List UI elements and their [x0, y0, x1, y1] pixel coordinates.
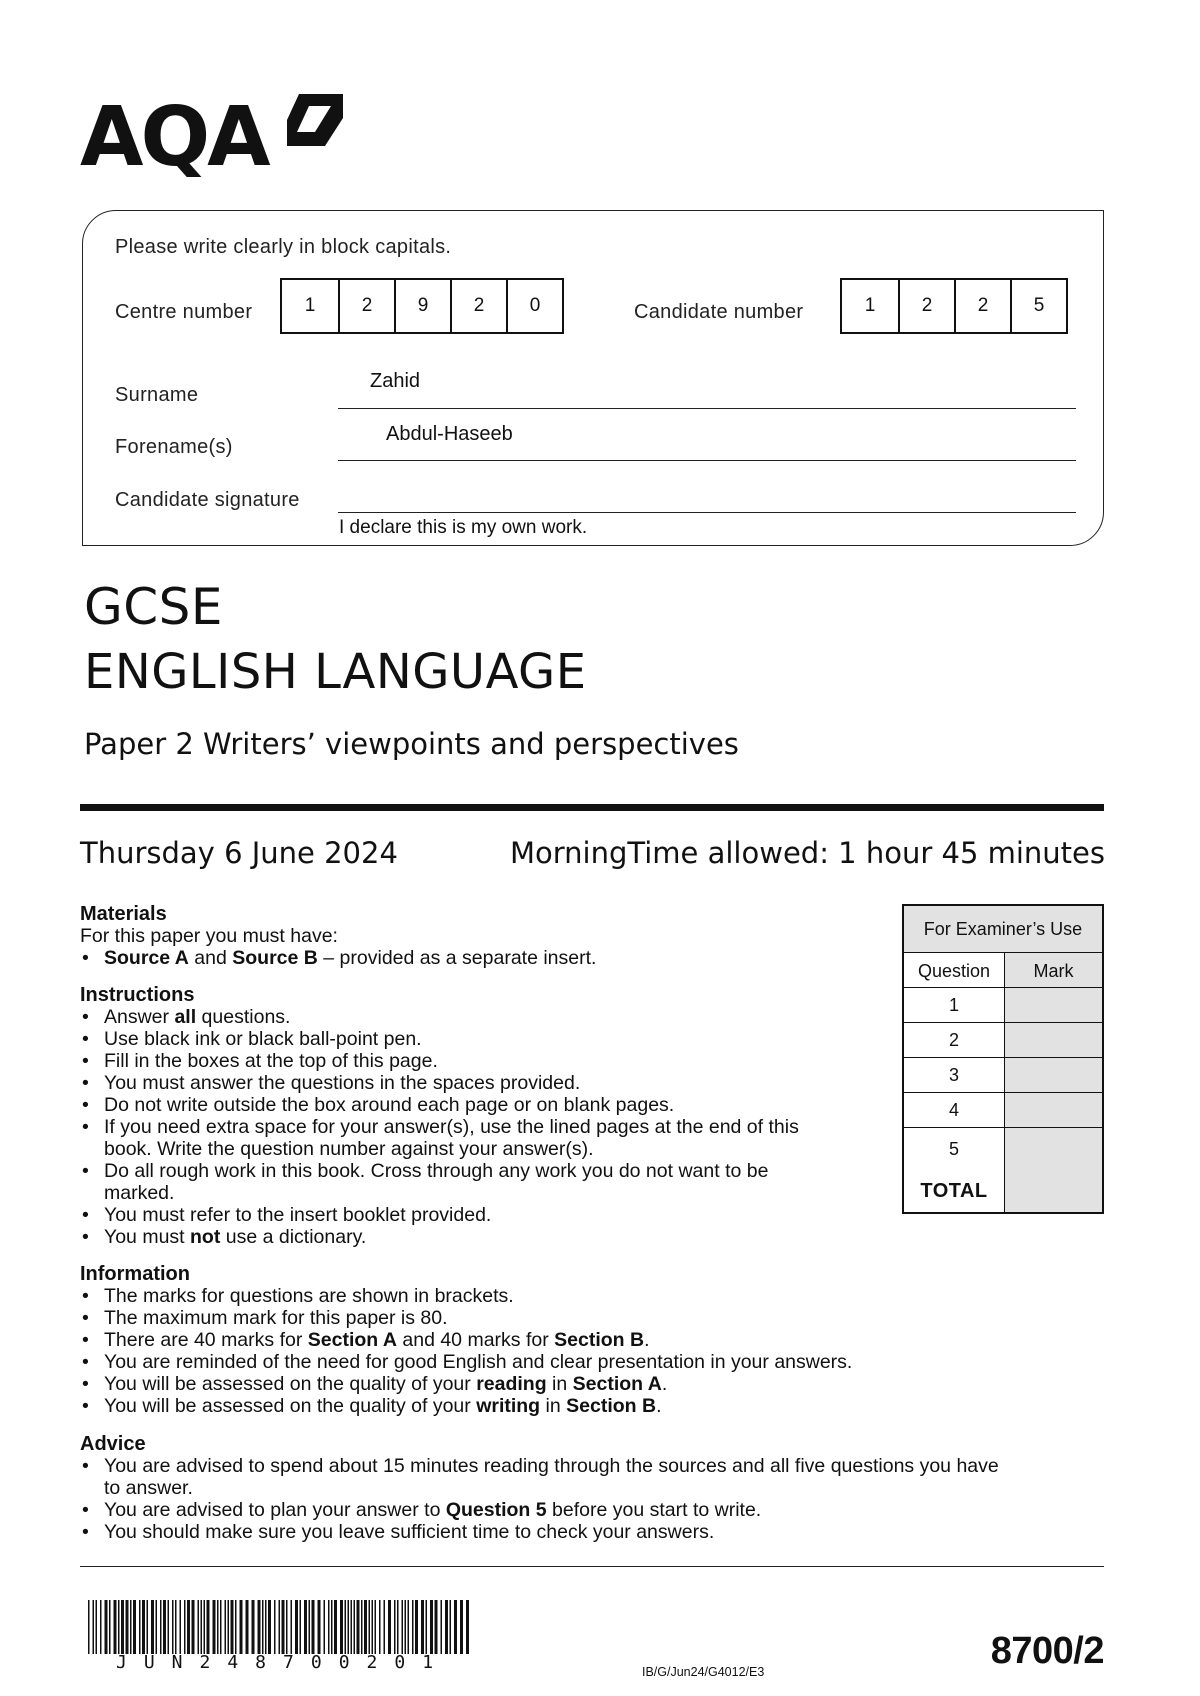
barcode-bar: [402, 1600, 404, 1654]
examiner-question-row: [904, 988, 1102, 1023]
barcode-bar: [130, 1600, 132, 1654]
aqa-logo-mark-icon: [285, 92, 345, 152]
barcode-bar: [384, 1600, 386, 1654]
barcode-bar: [231, 1600, 234, 1654]
digit-box[interactable]: 9: [394, 280, 450, 332]
mark-cell: [1005, 1093, 1102, 1127]
surname-value[interactable]: Zahid: [370, 370, 421, 392]
barcode-bar: [228, 1600, 230, 1654]
forename-label: Forename(s): [115, 436, 233, 458]
barcode-bar: [372, 1600, 374, 1654]
instructions-heading: Instructions: [80, 984, 195, 1006]
barcode-bar: [151, 1600, 154, 1654]
barcode-bar: [100, 1600, 102, 1654]
list-item: • There are 40 marks for Section A and 40 marks for Section B.: [80, 1329, 980, 1351]
barcode-bar: [184, 1600, 186, 1654]
total-mark-cell: [1005, 1170, 1102, 1212]
barcode-bar: [204, 1600, 206, 1654]
barcode-bar: [93, 1600, 95, 1654]
paper-code: 8700/2: [990, 1630, 1104, 1672]
advice-heading: Advice: [80, 1433, 146, 1455]
aqa-logo-text: AQA: [80, 90, 268, 185]
question-number-cell: 4: [904, 1093, 1005, 1127]
list-item: • If you need extra space for your answer(s), use the lined pages at the end of this book. Write the question number against your answer(s).: [80, 1116, 820, 1160]
barcode-bar: [262, 1600, 264, 1654]
barcode-bar: [357, 1600, 360, 1654]
barcode-bar: [415, 1600, 418, 1654]
barcode-bar: [279, 1600, 281, 1654]
exam-session: Morning: [510, 836, 628, 870]
question-number-cell: 1: [904, 988, 1005, 1022]
subject-title: ENGLISH LANGUAGE: [84, 644, 587, 700]
barcode-bar: [252, 1600, 255, 1654]
total-label: TOTAL: [904, 1170, 1005, 1212]
barcode-bar: [348, 1600, 350, 1654]
barcode-bar: [114, 1600, 117, 1654]
exam-date: Thursday 6 June 2024: [80, 836, 398, 870]
barcode-bar: [441, 1600, 443, 1654]
barcode-bar: [213, 1600, 216, 1654]
question-number-cell: 5: [904, 1128, 1005, 1170]
signature-line[interactable]: [338, 512, 1076, 513]
barcode-bar: [312, 1600, 315, 1654]
list-item: • The maximum mark for this paper is 80.: [80, 1307, 980, 1329]
candidate-number-label: Candidate number: [634, 301, 804, 323]
list-item: • You should make sure you leave sufficient time to check your answers.: [80, 1521, 1000, 1543]
barcode-bar: [258, 1600, 261, 1654]
barcode-bar: [109, 1600, 111, 1654]
examiner-question-row: [904, 1058, 1102, 1093]
barcode-bar: [466, 1600, 469, 1654]
list-item: • The marks for questions are shown in brackets.: [80, 1285, 980, 1307]
barcode-bar: [175, 1600, 177, 1654]
digit-box[interactable]: 1: [864, 295, 876, 316]
list-item: • Fill in the boxes at the top of this page.: [80, 1050, 820, 1072]
barcode-bar: [168, 1600, 170, 1654]
barcode-bar: [198, 1600, 200, 1654]
barcode-bar: [435, 1600, 438, 1654]
barcode-bar: [304, 1600, 307, 1654]
barcode-bar: [324, 1600, 326, 1654]
barcode-bar: [147, 1600, 149, 1654]
barcode-bar: [121, 1600, 124, 1654]
information-heading: Information: [80, 1263, 190, 1285]
barcode-bar: [450, 1600, 452, 1654]
list-item: • Use black ink or black ball-point pen.: [80, 1028, 820, 1050]
barcode-bar: [88, 1600, 90, 1654]
barcode-bar: [225, 1600, 227, 1654]
barcode-bar: [351, 1600, 353, 1654]
barcode-bar: [139, 1600, 141, 1654]
digit-box[interactable]: 0: [506, 280, 562, 332]
instructions-section: [80, 984, 820, 1248]
surname-line: [338, 408, 1076, 409]
barcode-bar: [388, 1600, 391, 1654]
barcode-bar: [240, 1600, 243, 1654]
list-item: • Do all rough work in this book. Cross through any work you do not want to be marked.: [80, 1160, 820, 1204]
barcode-bar: [246, 1600, 249, 1654]
mark-cell: [1005, 1058, 1102, 1092]
barcode-bar: [220, 1600, 222, 1654]
barcode-bar: [426, 1600, 428, 1654]
digit-box[interactable]: 2: [898, 280, 954, 332]
list-item: • Source A and Source B – provided as a separate insert.: [80, 947, 900, 969]
examiner-question-row: [904, 1128, 1102, 1170]
barcode-bar: [361, 1600, 363, 1654]
barcode-bar: [408, 1600, 410, 1654]
barcode-bar: [340, 1600, 343, 1654]
barcode-bar: [300, 1600, 302, 1654]
examiner-total-row: [904, 1170, 1102, 1212]
list-item: • You are reminded of the need for good English and clear presentation in your answers.: [80, 1351, 980, 1373]
digit-box[interactable]: 2: [954, 280, 1010, 332]
barcode-bar: [156, 1600, 158, 1654]
barcode-bar: [331, 1600, 333, 1654]
paper-reference: IB/G/Jun24/G4012/E3: [642, 1665, 765, 1679]
list-item: • You must answer the questions in the spaces provided.: [80, 1072, 820, 1094]
barcode-bar: [460, 1600, 463, 1654]
digit-box[interactable]: 1: [304, 295, 316, 316]
barcode-bar: [345, 1600, 347, 1654]
barcode-bar: [235, 1600, 237, 1654]
barcode-bar: [201, 1600, 203, 1654]
barcode-bar: [295, 1600, 298, 1654]
list-item: • Do not write outside the box around each page or on blank pages.: [80, 1094, 820, 1116]
barcode-bar: [274, 1600, 276, 1654]
barcode-bar: [364, 1600, 367, 1654]
examiner-question-row: [904, 1093, 1102, 1128]
title-divider: [80, 804, 1104, 811]
barcode-bar: [207, 1600, 210, 1654]
barcode-bar: [354, 1600, 356, 1654]
barcode-bar: [192, 1600, 195, 1654]
barcode-bar: [268, 1600, 271, 1654]
materials-intro: For this paper you must have:: [80, 925, 338, 947]
instructions-list: [80, 1006, 820, 1248]
block-capitals-instruction: Please write clearly in block capitals.: [115, 236, 452, 258]
declaration-text: I declare this is my own work.: [339, 517, 588, 538]
qualification-title: GCSE: [84, 578, 223, 636]
barcode-bar: [133, 1600, 136, 1654]
barcode-bar: [369, 1600, 371, 1654]
barcode-bar: [180, 1600, 182, 1654]
list-item: • Answer all questions.: [80, 1006, 820, 1028]
barcode-bar: [163, 1600, 166, 1654]
paper-title: Paper 2 Writers’ viewpoints and perspectives: [84, 727, 739, 761]
barcode-bar: [265, 1600, 267, 1654]
barcode-bar: [291, 1600, 293, 1654]
barcode-text: JUN248700201: [116, 1652, 451, 1673]
barcode-bar: [454, 1600, 457, 1654]
centre-number-label: Centre number: [115, 301, 253, 323]
examiner-table-heading: For Examiner’s Use: [904, 906, 1102, 953]
digit-box[interactable]: 5: [1010, 280, 1066, 332]
examiner-use-table: [902, 904, 1104, 1214]
list-item: • You will be assessed on the quality of your reading in Section A.: [80, 1373, 980, 1395]
barcode-bar: [126, 1600, 129, 1654]
barcode-bar: [445, 1600, 448, 1654]
barcode-bar: [187, 1600, 190, 1654]
barcode-bar: [394, 1600, 396, 1654]
barcode-bar: [142, 1600, 145, 1654]
barcode-bar: [405, 1600, 407, 1654]
list-item: • You are advised to plan your answer to Question 5 before you start to write.: [80, 1499, 1000, 1521]
barcode-bar: [309, 1600, 311, 1654]
question-column-header: Question: [904, 953, 1005, 987]
centre-number-boxes[interactable]: [280, 278, 564, 334]
signature-label: Candidate signature: [115, 489, 300, 511]
advice-list: [80, 1455, 1000, 1543]
list-item: • You will be assessed on the quality of your writing in Section B.: [80, 1395, 980, 1417]
barcode-bar: [328, 1600, 330, 1654]
barcode-bar: [172, 1600, 174, 1654]
surname-label: Surname: [115, 384, 199, 406]
barcode-bar: [217, 1600, 219, 1654]
mark-cell: [1005, 1128, 1102, 1170]
time-allowed: Time allowed: 1 hour 45 minutes: [627, 836, 1105, 870]
aqa-logo: [80, 88, 350, 188]
advice-section: [80, 1433, 1000, 1543]
question-number-cell: 3: [904, 1058, 1005, 1092]
barcode-bar: [421, 1600, 424, 1654]
barcode-bar: [430, 1600, 433, 1654]
materials-heading: Materials: [80, 903, 167, 925]
barcode-bar: [105, 1600, 108, 1654]
materials-list: [80, 947, 900, 969]
examiner-question-row: [904, 1023, 1102, 1058]
mark-column-header: Mark: [1005, 953, 1102, 987]
barcode-bar: [118, 1600, 120, 1654]
barcode-bar: [282, 1600, 285, 1654]
barcode: [88, 1600, 472, 1654]
barcode-bar: [286, 1600, 288, 1654]
list-item: • You must not use a dictionary.: [80, 1226, 820, 1248]
digit-box[interactable]: 2: [338, 280, 394, 332]
question-number-cell: 2: [904, 1023, 1005, 1057]
barcode-bar: [96, 1600, 98, 1654]
list-item: • You must refer to the insert booklet provided.: [80, 1204, 820, 1226]
barcode-bar: [375, 1600, 377, 1654]
barcode-bar: [379, 1600, 381, 1654]
mark-cell: [1005, 988, 1102, 1022]
barcode-bar: [160, 1600, 162, 1654]
barcode-bar: [397, 1600, 399, 1654]
barcode-bar: [412, 1600, 414, 1654]
barcode-bar: [334, 1600, 337, 1654]
forename-value[interactable]: Abdul-Haseeb: [386, 423, 513, 445]
information-section: [80, 1263, 980, 1417]
barcode-bar: [318, 1600, 321, 1654]
mark-cell: [1005, 1023, 1102, 1057]
candidate-number-boxes[interactable]: [840, 278, 1068, 334]
materials-section: [80, 903, 900, 969]
information-list: [80, 1285, 980, 1417]
digit-box[interactable]: 2: [450, 280, 506, 332]
forename-line: [338, 460, 1076, 461]
list-item: • You are advised to spend about 15 minutes reading through the sources and all five questions you have to answer.: [80, 1455, 1000, 1499]
footer-rule: [80, 1566, 1104, 1567]
examiner-table-header-row: [904, 953, 1102, 988]
